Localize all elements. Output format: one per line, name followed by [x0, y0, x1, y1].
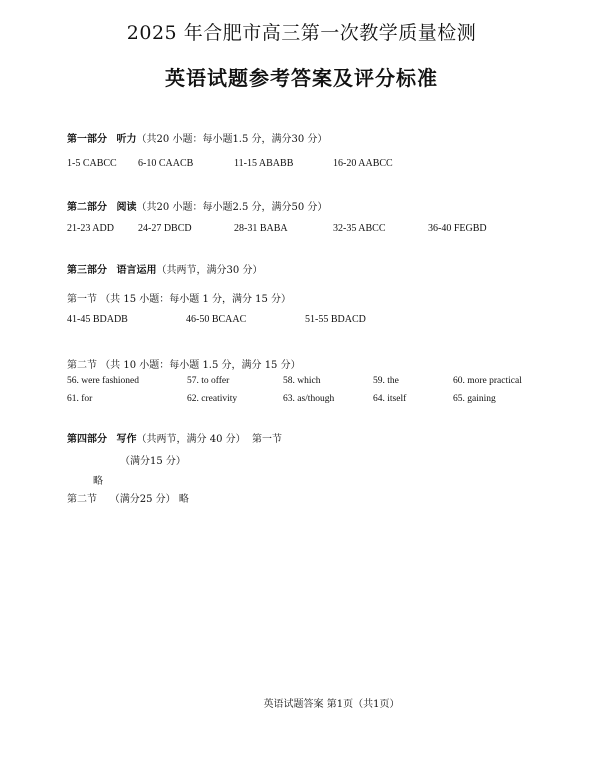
part3-sub2-answer-59: 59. the — [373, 376, 399, 386]
part4-sub1-label: 第一节 — [252, 434, 282, 445]
part3-section: 语言运用 — [116, 265, 157, 276]
part3-sub2-answer-62: 62. creativity — [187, 394, 238, 404]
part1-answer-4: 16-20 AABCC — [333, 158, 393, 169]
part4-sub1-content: 略 — [93, 476, 103, 487]
part2-answer-5: 36-40 FEGBD — [428, 223, 487, 234]
part3-sub2-answer-60: 60. more practical — [453, 376, 522, 386]
part4-note: （共两节，满分 40 分） — [136, 434, 246, 445]
page-footer: 英语试题答案 第1页（共1页） — [263, 699, 400, 710]
part3-name: 第三部分 — [67, 265, 107, 276]
part3-sub1-answer-2: 46-50 BCAAC — [186, 314, 247, 325]
part4-sub2-line — [67, 490, 189, 505]
part1-section: 听力 — [116, 134, 137, 145]
part3-sub2-answer-63: 63. as/though — [283, 394, 335, 404]
part4-name: 第四部分 — [67, 434, 107, 445]
part3-sub1-answer-1: 41-45 BDADB — [67, 314, 128, 325]
part2-note: （共20 小题：每小题2.5 分，满分50 分） — [136, 202, 328, 213]
part3-sub2-answer-65: 65. gaining — [453, 394, 496, 404]
part4-section: 写作 — [116, 434, 137, 445]
part2-name: 第二部分 — [67, 202, 107, 213]
part4-heading — [67, 430, 282, 445]
part2-answer-4: 32-35 ABCC — [333, 223, 386, 234]
part2-answer-3: 28-31 BABA — [234, 223, 288, 234]
part4-sub2-score: （满分25 分） — [109, 494, 176, 505]
part3-sub2-answer-61: 61. for — [67, 394, 93, 404]
part3-sub2-heading: 第二节 （共 10 小题：每小题 1.5 分，满分 15 分） — [67, 360, 301, 371]
part4-sub2-content: 略 — [178, 494, 189, 505]
part3-sub2-answer-56: 56. were fashioned — [67, 376, 140, 386]
part4-sub2-label: 第二节 — [67, 494, 97, 505]
part3-sub2-answer-58: 58. which — [283, 376, 321, 386]
part1-answer-1: 1-5 CABCC — [67, 158, 117, 169]
part3-sub2-answer-64: 64. itself — [373, 394, 407, 404]
part1-heading — [67, 130, 327, 145]
part1-answer-3: 11-15 ABABB — [234, 158, 294, 169]
part1-note: （共20 小题：每小题1.5 分，满分30 分） — [136, 134, 328, 145]
part4-sub1-score: （满分15 分） — [120, 456, 186, 467]
part3-heading — [67, 261, 262, 276]
part2-answer-1: 21-23 ADD — [67, 223, 114, 234]
part2-heading — [67, 198, 327, 213]
part3-note: （共两节，满分30 分） — [156, 265, 263, 276]
part3-sub2-answer-57: 57. to offer — [187, 376, 230, 386]
page-title: 2025 年合肥市高三第一次教学质量检测 — [126, 22, 477, 44]
part3-sub1-heading: 第一节 （共 15 小题：每小题 1 分，满分 15 分） — [67, 294, 292, 305]
part1-answer-2: 6-10 CAACB — [138, 158, 194, 169]
part3-sub1-answer-3: 51-55 BDACD — [305, 314, 366, 325]
part1-name: 第一部分 — [67, 134, 107, 145]
part2-section: 阅读 — [116, 202, 137, 213]
part2-answer-2: 24-27 DBCD — [138, 223, 192, 234]
page-subtitle: 英语试题参考答案及评分标准 — [165, 66, 438, 90]
